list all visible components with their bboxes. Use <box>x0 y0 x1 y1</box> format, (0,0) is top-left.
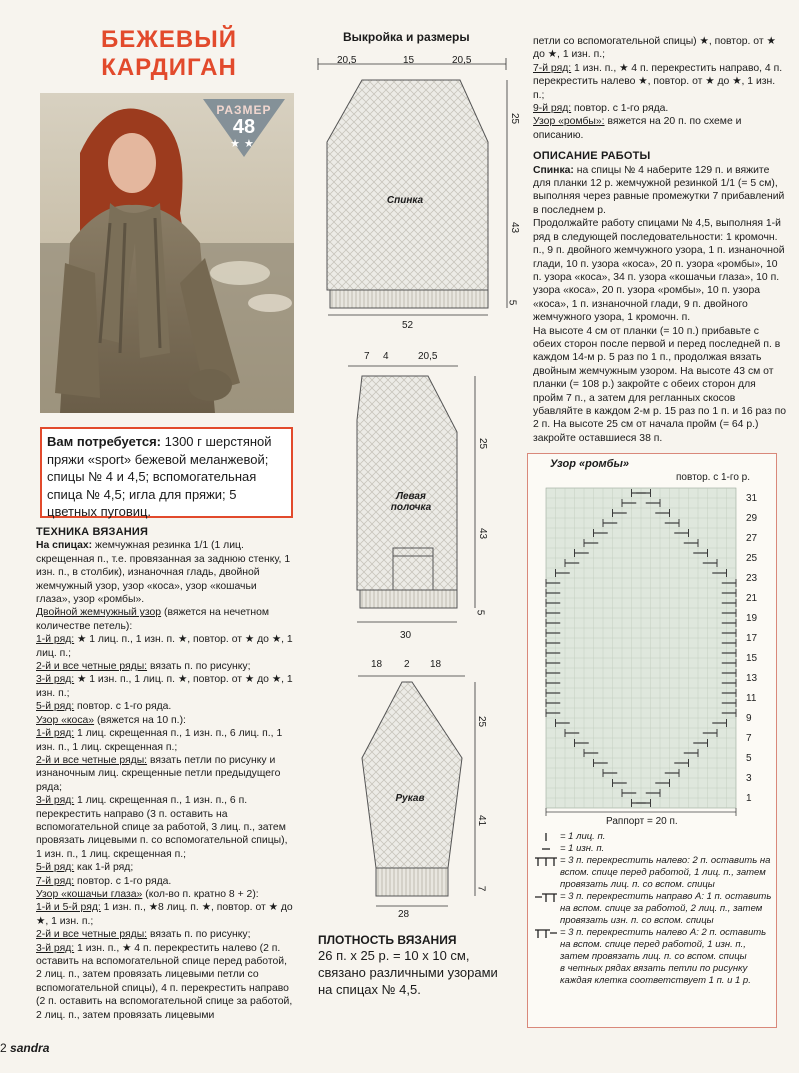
sleeve-top-dim-3: 18 <box>430 659 442 670</box>
back-instructions <box>533 164 787 218</box>
back-top-dim-1: 20,5 <box>337 55 357 66</box>
work-heading: ОПИСАНИЕ РАБОТЫ <box>533 150 651 163</box>
chart-row-label: 7 <box>746 733 752 744</box>
knit-symbol-icon <box>536 832 556 842</box>
front-label-line-1: Левая <box>396 491 426 502</box>
technique-heading: ТЕХНИКА ВЯЗАНИЯ <box>36 526 149 538</box>
legend-item <box>534 843 772 855</box>
right-column <box>533 35 787 445</box>
back-side-dim-3: 5 <box>506 299 518 306</box>
chart-row-label: 5 <box>746 753 752 764</box>
pattern-row: 3-й ряд: 1 изн. п., ★ 4 п. перекрестить налево (2 п. оставить на вспомогательной спице перед работой, 2 лиц. п., затем провязать лицевыми петли со вспомогательной спицы), 4 п. перекрестить направо (2 п. оставить на вспомогательной спице за работой, 2 лиц. п., затем провязать лицевыми <box>36 942 293 1021</box>
purl-symbol-icon <box>536 844 556 854</box>
chart-repeat-label: Раппорт = 20 п. <box>606 816 678 827</box>
pattern-row: 2-й и все четные ряды: вязать п. по рисунку; <box>36 929 251 941</box>
pattern-note: (вяжется на 10 п.): <box>94 714 186 726</box>
sleeve-side-dim-2: 41 <box>476 814 488 827</box>
chart-row-label: 17 <box>746 633 758 644</box>
chart-row-label: 1 <box>746 793 752 804</box>
pattern-name: Узор «коса» <box>36 714 95 726</box>
pattern-row: 2-й и все четные ряды: вязать петли по рисунку и изнаночным лиц. скрещенные петли предыдущего ряда; <box>36 754 281 793</box>
materials-text: 1300 г шерстяной пряжи «sport» бежевой меланжевой; спицы № 4 и 4,5; вспомогательная спица № 4,5; игла для пряжи; 5 цветных пуговиц. <box>47 434 272 519</box>
front-side-dim-2: 43 <box>477 527 489 540</box>
pattern-row: 1-й и 5-й ряд: 1 изн. п., ★8 лиц. п. ★, повтор. от ★ до ★, 1 изн. п.; <box>36 902 293 927</box>
pattern-note: (кол-во п. кратно 8 + 2): <box>142 888 259 900</box>
diagrams-heading: Выкройка и размеры <box>343 30 470 44</box>
sleeve-top-dim-1: 18 <box>371 659 383 670</box>
cont-line: петли со вспомогательной спицы) ★, повтор. от ★ до ★, 1 изн. п.; <box>533 36 776 61</box>
gauge-section <box>318 933 514 998</box>
pattern-note: (вяжется на нечетном количестве петель): <box>36 607 270 632</box>
cross-left-symbol-icon <box>534 855 558 867</box>
legend-text: = 3 п. перекрестить налево А: 2 п. оставить на вспом. спице перед работой, 1 изн. п., затем провязать лиц. п. со вспом. спицы <box>560 927 767 962</box>
chart-row-label: 27 <box>746 533 758 544</box>
size-badge <box>203 99 285 157</box>
front-label-line-2: полочка <box>390 502 432 513</box>
chart-row-label: 31 <box>746 493 758 504</box>
back-side-dim-2: 43 <box>509 221 521 234</box>
on-needles-label: На спицах: <box>36 540 93 552</box>
technique-section <box>36 526 294 1022</box>
pattern-title <box>36 714 294 727</box>
chart-row-label: 25 <box>746 553 758 564</box>
legend-item <box>534 855 772 891</box>
chart-row-label: 21 <box>746 593 758 604</box>
cross-left-a-symbol-icon <box>534 927 558 939</box>
sleeve-top-dim-2: 2 <box>404 659 410 670</box>
title-line-2: КАРДИГАН <box>101 53 237 81</box>
legend-text: = 3 п. перекрестить налево: 2 п. оставить на вспом. спице перед работой, 1 лиц. п., затем провязать лиц. п. со вспом. спицы <box>560 855 771 890</box>
page-title <box>84 26 254 81</box>
front-top-dim-2: 4 <box>383 351 389 362</box>
on-needles-text: жемчужная резинка 1/1 (1 лиц. скрещенная п., т.е. провязанная за заднюю стенку, 1 изн. п., в столбик), изнаночная гладь, двойной жемчужный узор, узор «коса», узор «кошачьи глаза», узор «ромбы». <box>36 540 291 606</box>
size-label: РАЗМЕР <box>216 103 272 117</box>
pattern-row: 1-й ряд: 1 лиц. скрещенная п., 1 изн. п., 6 лиц. п., 1 изн. п., 1 лиц. скрещенная п.; <box>36 728 283 753</box>
chart-subtitle: повтор. с 1-го р. <box>676 472 750 483</box>
chart-row-label: 29 <box>746 513 758 524</box>
pattern-row: 2-й и все четные ряды: вязать п. по рисунку; <box>36 661 251 673</box>
back-top-dim-3: 20,5 <box>452 55 472 66</box>
pattern-row: 5-й ряд: как 1-й ряд; <box>36 862 134 874</box>
pattern-name: Двойной жемчужный узор <box>36 607 162 619</box>
chart-row-label: 9 <box>746 713 752 724</box>
legend-text: = 1 лиц. п. <box>560 831 606 842</box>
front-top-dim-3: 20,5 <box>418 351 438 362</box>
chart-note: в четных рядах вязать петли по рисунку каждая клетка соответствует 1 п. и 1 р. <box>560 963 751 986</box>
sleeve-side-dim-1: 25 <box>476 715 488 728</box>
pattern-row: 1-й ряд: ★ 1 лиц. п., 1 изн. п. ★, повтор. от ★ до ★, 1 лиц. п.; <box>36 634 293 659</box>
brand-name: sandra <box>10 1041 50 1055</box>
cross-right-a-symbol-icon <box>534 891 558 903</box>
chart-row-label: 23 <box>746 573 758 584</box>
back-side-dim-1: 25 <box>509 112 521 125</box>
sleeve-label: Рукав <box>395 793 425 804</box>
pattern-name: Узор «кошачьи глаза» <box>36 888 143 900</box>
front-side-dim-3: 5 <box>474 609 486 616</box>
chart-legend <box>534 831 772 987</box>
legend-text: = 1 изн. п. <box>560 843 605 854</box>
materials-box <box>40 427 293 518</box>
back-top-dim-2: 15 <box>403 55 415 66</box>
pattern-title <box>36 606 294 633</box>
back-instr-text: на спицы № 4 наберите 129 п. и вяжите для планки 12 р. жемчужной резинкой 1/1 (= 5 см), выполняя через равные промежутки 7 прибавлений в последнем р. <box>533 164 785 216</box>
front-label <box>375 491 447 513</box>
pattern-row: 3-й ряд: 1 лиц. скрещенная п., 1 изн. п., 6 п. перекрестить направо (3 п. оставить на вспомогательной спице за работой, 3 лиц. п., затем провязать лицевыми п. со вспомогательной спицы), 1 изн. п., 1 лиц. скрещенная п.; <box>36 795 288 860</box>
front-top-dim-1: 7 <box>364 351 370 362</box>
front-bottom-dim: 30 <box>400 630 412 641</box>
size-stars: ★★ <box>230 137 258 150</box>
chart-row-label: 15 <box>746 653 758 664</box>
legend-item <box>534 927 772 963</box>
diamond-chart <box>542 486 774 816</box>
sleeve-bottom-dim: 28 <box>398 909 410 920</box>
legend-item <box>534 831 772 843</box>
front-side-dim-1: 25 <box>477 437 489 450</box>
size-value: 48 <box>232 116 256 138</box>
sleeve-side-dim-3: 7 <box>475 885 487 892</box>
pattern-row: 5-й ряд: повтор. с 1-го ряда. <box>36 701 172 713</box>
title-line-1: БЕЖЕВЫЙ <box>100 26 238 53</box>
height-instructions: На высоте 4 см от планки (= 10 п.) прибавьте с обеих сторон после первой и перед последней п. в каждом 14-м р. 5 раз по 1 п., продолжая вязать двойным жемчужным узором. На высоте 43 см от планки (= 108 р.) закройте с обеих сторон для пройм 7 п., а затем для регланных скосов убавляйте в каждом 2-м р. 15 раз по 1 п. и 16 раз по 2 п. На высоте 25 см от начала пройм (= 64 р.) закройте оставшиеся 38 п. <box>533 325 787 444</box>
cont-instructions: Продолжайте работу спицами № 4,5, выполняя 1-й ряд в следующей последовательности: 1 кромочн. п., 9 п. двойного жемчужного узора, 1 п. изнаночной глади, 10 п. узора «коса», 20 п. узора «ромбы», 10 п. узора «коса», 34 п. узора «кошачьи глаза», 10 п. узора «коса», 20 п. узора «ромбы», 10 п. узора «коса», 1 п. изнаночной глади, 9 п. двойного жемчужного узора, 1 кромочн. п. <box>533 218 785 324</box>
gauge-heading: ПЛОТНОСТЬ ВЯЗАНИЯ <box>318 933 457 947</box>
page-number: 2 <box>0 1041 7 1055</box>
pattern-row: 7-й ряд: повтор. с 1-го ряда. <box>36 875 172 887</box>
chart-row-label: 13 <box>746 673 758 684</box>
pattern-row: 3-й ряд: ★ 1 изн. п., 1 лиц. п. ★, повтор. от ★ до ★, 1 изн. п.; <box>36 674 293 699</box>
back-bottom-dim: 52 <box>402 320 414 331</box>
chart-row-label: 19 <box>746 613 758 624</box>
cont-line: Узор «ромбы»: вяжется на 20 п. по схеме и описанию. <box>533 116 742 141</box>
chart-title: Узор «ромбы» <box>550 458 630 470</box>
technique-intro <box>36 539 294 606</box>
back-label: Спинка <box>386 195 424 206</box>
legend-item <box>534 891 772 927</box>
page-footer <box>0 1041 49 1055</box>
chart-row-label: 11 <box>746 693 757 704</box>
gauge-text: 26 п. x 25 р. = 10 x 10 см, связано различными узорами на спицах № 4,5. <box>318 948 498 997</box>
legend-text: = 3 п. перекрестить направо А: 1 п. оставить на вспом. спице за работой, 2 лиц. п., затем провязать изн. п. со вспом. спицы <box>560 891 772 926</box>
chart-row-label: 3 <box>746 773 752 784</box>
pattern-title <box>36 888 294 901</box>
diamond-chart-box <box>527 453 777 1028</box>
cont-line: 7-й ряд: 1 изн. п., ★ 4 п. перекрестить направо, 4 п. перекрестить налево ★, повтор. от ★ до ★, 1 изн. п.; <box>533 62 783 101</box>
cont-line: 9-й ряд: повтор. с 1-го ряда. <box>533 103 669 115</box>
materials-label: Вам потребуется: <box>47 434 161 449</box>
back-instr-label: Спинка: <box>533 164 574 176</box>
